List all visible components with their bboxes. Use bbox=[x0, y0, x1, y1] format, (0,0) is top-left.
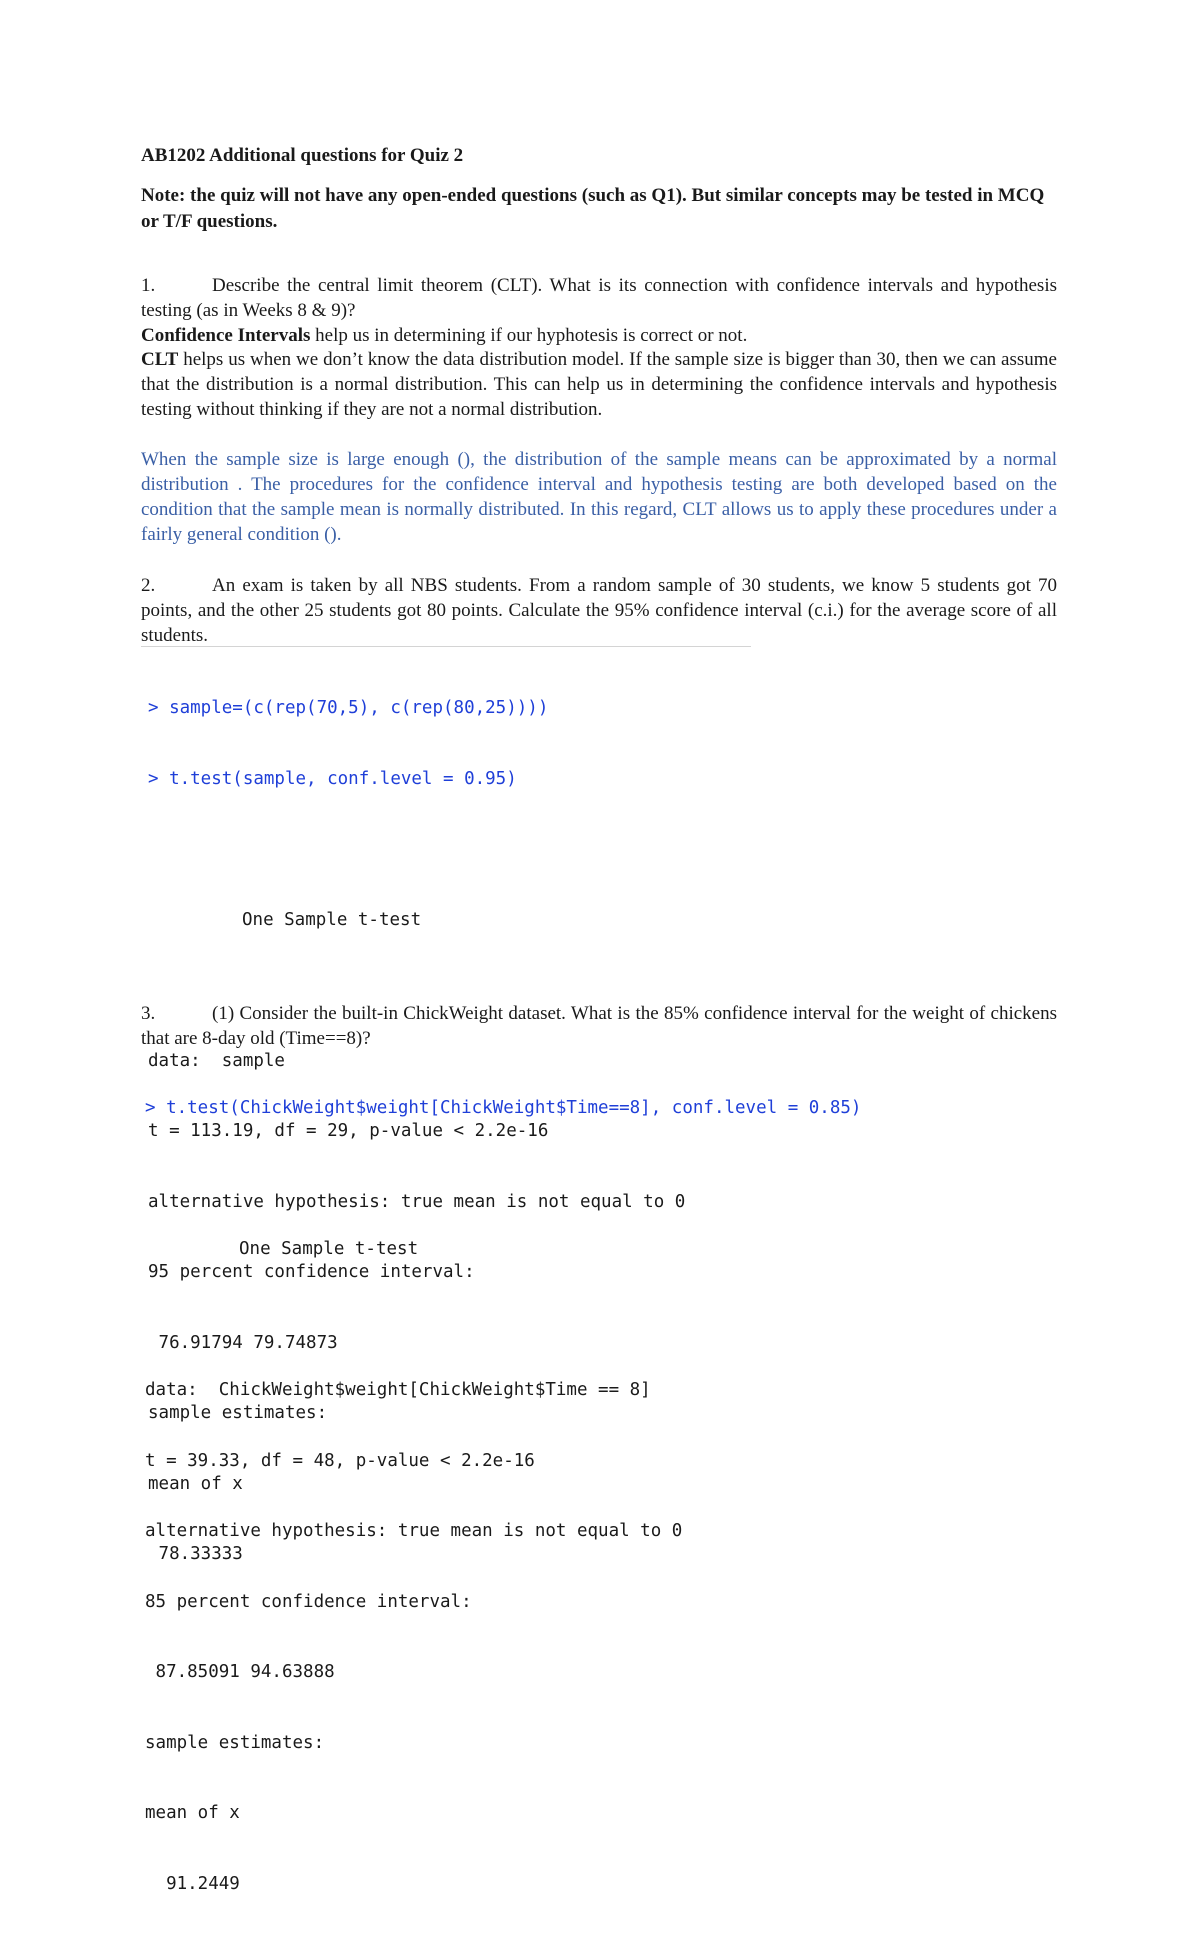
r-output-mean-label: mean of x bbox=[148, 1473, 243, 1494]
r-output-alternative: alternative hypothesis: true mean is not equal to 0 bbox=[148, 1191, 686, 1212]
question-3-number: 3. bbox=[141, 1003, 156, 1024]
r-output-estimates-label: sample estimates: bbox=[148, 1403, 328, 1423]
r-output-mean-value: 78.33333 bbox=[148, 1544, 243, 1564]
r-output-t: t = 39.33, df = 48, p-value < 2.2e-16 bbox=[145, 1450, 535, 1471]
answer-1-ci bbox=[141, 323, 1057, 348]
r-output-title: One Sample t-test bbox=[239, 1239, 419, 1259]
r-output-mean-value: 91.2449 bbox=[145, 1873, 240, 1894]
quiz-note: Note: the quiz will not have any open-ended questions (such as Q1). But similar concepts may be tested in MCQ or T/F questions. bbox=[141, 185, 1045, 232]
r-output-ci-label: 95 percent confidence interval: bbox=[148, 1262, 475, 1282]
r-output-ci-label: 85 percent confidence interval: bbox=[145, 1591, 472, 1612]
question-1-number: 1. bbox=[141, 275, 156, 296]
r-output-estimates-label: sample estimates: bbox=[145, 1732, 325, 1753]
divider-line bbox=[141, 646, 751, 647]
r-output-mean-label: mean of x bbox=[145, 1803, 240, 1823]
question-1-text: Describe the central limit theorem (CLT). What is its connection with confidence intervals and hypothesis testing (as in Weeks 8 & 9)? bbox=[141, 275, 1057, 321]
answer-1-clt bbox=[141, 347, 1057, 422]
r-command-ttest: > t.test(sample, conf.level = 0.95) bbox=[148, 768, 517, 789]
answer-1-clt-term: CLT bbox=[141, 349, 179, 370]
answer-1-clt-text: helps us when we don’t know the data distribution model. If the sample size is bigger than 30, then we can assume that the distribution is a normal distribution. This can help us in determining the confidence intervals and hypothesis testing without thinking if they are not a normal distribution. bbox=[141, 349, 1057, 420]
document-title: AB1202 Additional questions for Quiz 2 bbox=[141, 145, 464, 166]
question-2 bbox=[141, 573, 1057, 648]
r-command-ttest-chickweight: > t.test(ChickWeight$weight[ChickWeight$Time==8], conf.level = 0.85) bbox=[145, 1098, 862, 1118]
r-output-t: t = 113.19, df = 29, p-value < 2.2e-16 bbox=[148, 1121, 549, 1141]
r-output-data: data: sample bbox=[148, 1050, 285, 1071]
r-command-sample: > sample=(c(rep(70,5), c(rep(80,25)))) bbox=[148, 698, 549, 718]
question-2-number: 2. bbox=[141, 575, 156, 596]
question-3-text: (1) Consider the built-in ChickWeight dataset. What is the 85% confidence interval for the weight of chickens that are 8-day old (Time==8)? bbox=[141, 1003, 1057, 1049]
answer-1-model-answer: When the sample size is large enough (), the distribution of the sample means can be approximated by a normal distribution . The procedures for the confidence interval and hypothesis testing are both developed based on the condition that the sample mean is normally distributed. In this regard, CLT allows us to apply these procedures under a fairly general condition (). bbox=[141, 449, 1057, 545]
answer-1-ci-term: Confidence Intervals bbox=[141, 325, 311, 346]
r-output-title: One Sample t-test bbox=[242, 909, 422, 930]
r-output-ci-values: 87.85091 94.63888 bbox=[145, 1662, 335, 1682]
question-2-text: An exam is taken by all NBS students. From a random sample of 30 students, we know 5 students got 70 points, and the other 25 students got 80 points. Calculate the 95% confidence interval (c.i.) for the average score of all students. bbox=[141, 575, 1057, 646]
r-output-alternative: alternative hypothesis: true mean is not equal to 0 bbox=[145, 1521, 683, 1541]
r-output-ci-values: 76.91794 79.74873 bbox=[148, 1332, 338, 1353]
question-1 bbox=[141, 273, 1057, 323]
r-output-data: data: ChickWeight$weight[ChickWeight$Time == 8] bbox=[145, 1380, 651, 1400]
r-console-q3 bbox=[145, 1050, 861, 1943]
question-3 bbox=[141, 1001, 1057, 1051]
answer-1-ci-text: help us in determining if our hyphotesis is correct or not. bbox=[310, 325, 748, 346]
